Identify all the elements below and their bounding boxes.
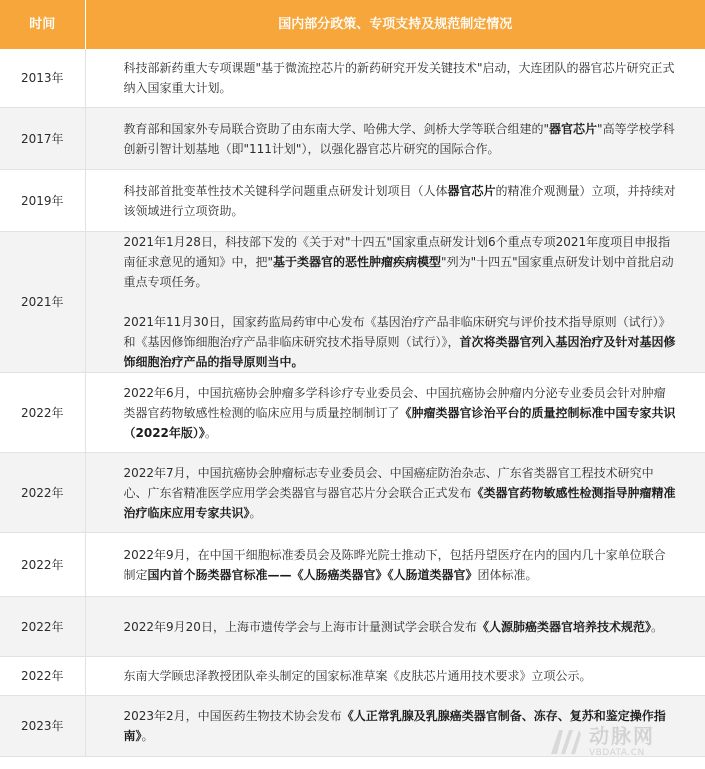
highlight-text: 《人正常乳腺及乳腺癌类器官制备、冻存、复苏和鉴定操作指南》 — [123, 709, 666, 743]
watermark-en: VBDATA.CN — [589, 748, 645, 758]
watermark-cn: 动脉网 — [589, 724, 655, 748]
year-cell: 2017年 — [0, 108, 85, 170]
table-row — [0, 597, 705, 657]
table-row — [0, 170, 705, 232]
description-cell — [85, 232, 705, 373]
description-paragraph: 2022年9月20日，上海市遗传学会与上海市计量测试学会联合发布《人源肺癌类器官培养技术规范》。 — [123, 619, 663, 634]
year-cell: 2019年 — [0, 170, 85, 232]
table-row — [0, 453, 705, 533]
description-cell — [85, 657, 705, 696]
year-cell: 2022年 — [0, 533, 85, 597]
table-row — [0, 232, 705, 373]
description-cell — [85, 533, 705, 597]
description-cell — [85, 453, 705, 533]
year-cell: 2022年 — [0, 373, 85, 453]
table-row — [0, 533, 705, 597]
highlight-text: 器官芯片 — [447, 183, 496, 198]
year-cell: 2022年 — [0, 453, 85, 533]
year-cell: 2022年 — [0, 657, 85, 696]
description-paragraph: 2022年6月，中国抗癌协会肿瘤多学科诊疗专业委员会、中国抗癌协会肿瘤内分泌专业委员会针对肿瘤类器官药物敏感性检测的临床应用与质量控制制订了《肿瘤类器官诊治平台的质量控制标准中国专家共识（2022年版）》。 — [123, 385, 676, 440]
description-cell — [85, 170, 705, 232]
description-paragraph: 东南大学顾忠泽教授团队牵头制定的国家标准草案《皮肤芯片通用技术要求》立项公示。 — [123, 669, 592, 683]
description-paragraph: 2023年2月，中国医药生物技术协会发布《人正常乳腺及乳腺癌类器官制备、冻存、复苏和鉴定操作指南》。 — [123, 709, 666, 743]
highlight-text: 国内首个肠类器官标准——《人肠癌类器官》《人肠道类器官》 — [147, 567, 478, 582]
highlight-text: 《类器官药物敏感性检测指导肿瘤精准治疗临床应用专家共识》 — [123, 485, 676, 520]
description-paragraph: 2021年11月30日，国家药监局药审中心发布《基因治疗产品非临床研究与评价技术指导原则（试行）》和《基因修饰细胞治疗产品非临床研究技术指导原则（试行）》，首次将类器官列入基因治疗及针对基因修饰细胞治疗产品的指导原则当中。 — [123, 315, 676, 369]
year-cell: 2013年 — [0, 49, 85, 108]
description-paragraph: 科技部首批变革性技术关键科学问题重点研发计划项目（人体器官芯片的精准介观测量）立项，并持续对该领域进行立项资助。 — [123, 183, 676, 218]
description-cell — [85, 373, 705, 453]
highlight-text: 首次将类器官列入基因治疗及针对基因修饰细胞治疗产品的指导原则当中。 — [123, 335, 676, 369]
table-row — [0, 373, 705, 453]
table-row — [0, 657, 705, 696]
table-header-row — [0, 0, 705, 49]
highlight-text: 《肿瘤类器官诊治平台的质量控制标准中国专家共识（2022年版）》 — [123, 405, 676, 440]
year-cell: 2023年 — [0, 696, 85, 757]
description-paragraph: 2022年9月，在中国干细胞标准委员会及陈晔光院士推动下，包括丹望医疗在内的国内几十家单位联合制定国内首个肠类器官标准——《人肠癌类器官》《人肠道类器官》团体标准。 — [123, 547, 666, 582]
year-cell: 2021年 — [0, 232, 85, 373]
description-paragraph: 教育部和国家外专局联合资助了由东南大学、哈佛大学、剑桥大学等联合组建的"器官芯片"高等学校学科创新引智计划基地（即"111计划"），以强化器官芯片研究的国际合作。 — [123, 121, 675, 156]
description-paragraph: 2021年1月28日，科技部下发的《关于对"十四五"国家重点研发计划6个重点专项2021年度项目申报指南征求意见的通知》中，把"基于类器官的恶性肿瘤疾病模型"列为"十四五"国家重点研发计划中首批启动重点专项任务。 — [123, 235, 674, 289]
description-cell — [85, 49, 705, 108]
table-row — [0, 49, 705, 108]
vbdata-logo-icon — [547, 724, 583, 760]
year-column-header: 时间 — [0, 0, 85, 49]
highlight-text: 器官芯片 — [549, 121, 598, 136]
table-row — [0, 108, 705, 170]
year-cell: 2022年 — [0, 597, 85, 657]
description-paragraph: 2022年7月，中国抗癌协会肿瘤标志专业委员会、中国癌症防治杂志、广东省类器官工程技术研究中心、广东省精准医学应用学会类器官与器官芯片分会联合正式发布《类器官药物敏感性检测指导肿瘤精准治疗临床应用专家共识》。 — [123, 465, 676, 520]
description-cell — [85, 108, 705, 170]
description-cell — [85, 597, 705, 657]
highlight-text: 基于类器官的恶性肿瘤疾病模型 — [273, 255, 442, 269]
description-column-header: 国内部分政策、专项支持及规范制定情况 — [85, 0, 705, 49]
description-paragraph: 科技部新药重大专项课题"基于微流控芯片的新药研究开发关键技术"启动，大连团队的器官芯片研究正式纳入国家重大计划。 — [123, 61, 675, 95]
watermark — [547, 723, 699, 761]
highlight-text: 《人源肺癌类器官培养技术规范》 — [476, 619, 651, 634]
